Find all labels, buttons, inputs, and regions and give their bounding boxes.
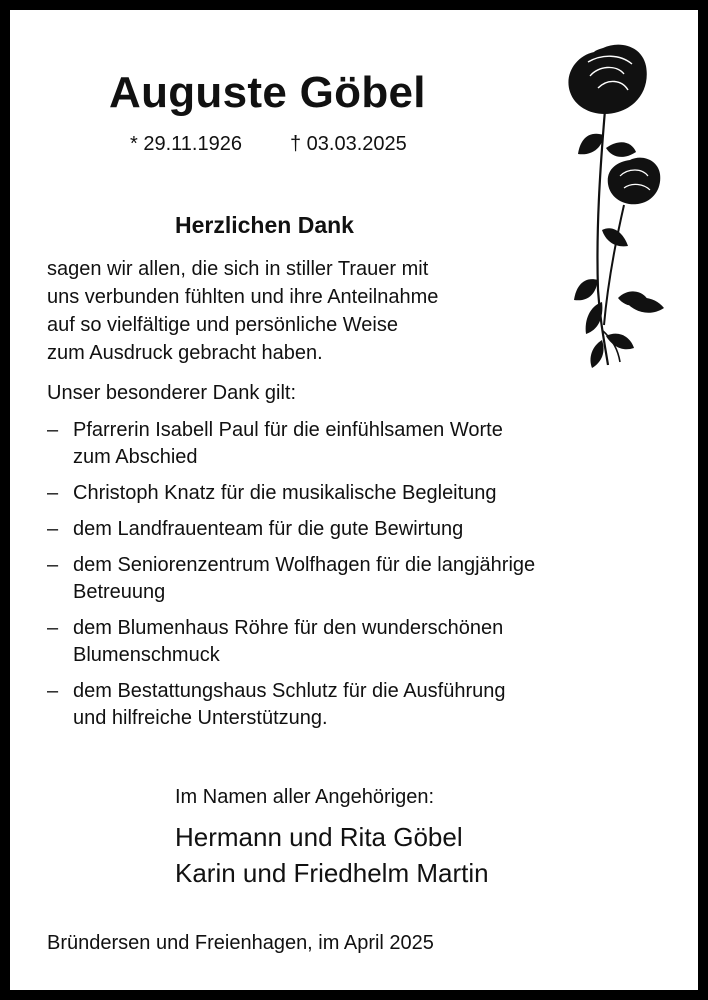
list-item-line: dem Bestattungshaus Schlutz für die Ausführung <box>73 680 506 702</box>
rose-icon <box>558 40 668 370</box>
list-item <box>47 417 535 471</box>
place-date: Bründersen und Freienhagen, im April 2025 <box>47 932 434 954</box>
list-item-line: und hilfreiche Unterstützung. <box>73 707 328 729</box>
bullet-dash: – <box>47 554 59 576</box>
paragraph-line: zum Ausdruck gebracht haben. <box>47 342 323 364</box>
list-item <box>47 480 535 507</box>
deceased-name: Auguste Göbel <box>109 68 426 117</box>
paragraph-line: auf so vielfältige und persönliche Weise <box>47 314 398 336</box>
thanks-intro: Unser besonderer Dank gilt: <box>47 382 297 404</box>
list-item <box>47 615 535 669</box>
on-behalf-line: Im Namen aller Angehörigen: <box>175 786 435 808</box>
list-item <box>47 516 535 543</box>
bullet-dash: – <box>47 482 59 504</box>
list-item <box>47 678 535 732</box>
thanks-heading: Herzlichen Dank <box>175 212 354 238</box>
list-item-line: Christoph Knatz für die musikalische Begleitung <box>73 482 497 504</box>
list-item-line: dem Landfrauenteam für die gute Bewirtung <box>73 518 464 540</box>
bullet-dash: – <box>47 419 59 441</box>
signer-name: Karin und Friedhelm Martin <box>175 858 489 888</box>
bullet-dash: – <box>47 617 59 639</box>
list-item <box>47 552 535 606</box>
thanks-paragraph <box>47 255 438 367</box>
list-item-line: dem Blumenhaus Röhre für den wunderschönen <box>73 617 504 639</box>
bullet-dash: – <box>47 680 59 702</box>
list-item-line: zum Abschied <box>73 446 198 468</box>
bullet-dash: – <box>47 518 59 540</box>
list-item-line: Betreuung <box>73 581 166 603</box>
paragraph-line: uns verbunden fühlten und ihre Anteilnahme <box>47 286 439 308</box>
list-item-line: dem Seniorenzentrum Wolfhagen für die langjährige <box>73 554 536 576</box>
list-item-line: Pfarrerin Isabell Paul für die einfühlsamen Worte <box>73 419 503 441</box>
signer-name: Hermann und Rita Göbel <box>175 822 463 852</box>
death-date: † 03.03.2025 <box>290 133 407 155</box>
list-item-line: Blumenschmuck <box>73 644 220 666</box>
birth-date: * 29.11.1926 <box>130 133 242 155</box>
thanks-list <box>47 417 535 741</box>
obituary-card <box>10 10 698 990</box>
paragraph-line: sagen wir allen, die sich in stiller Trauer mit <box>47 258 429 280</box>
